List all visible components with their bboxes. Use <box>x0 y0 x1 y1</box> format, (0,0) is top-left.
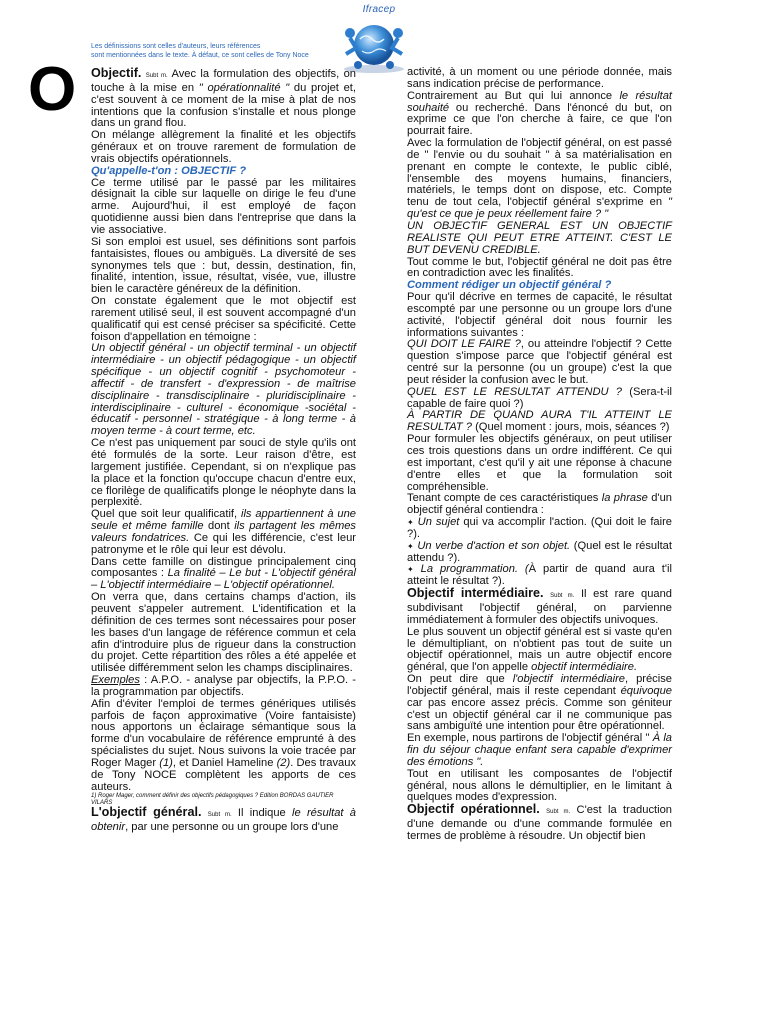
text: C'est la traduction d'une demande ou d'une commande formulée en termes de problème à résoudre. Un objectif bien <box>407 804 672 842</box>
logo-text: Ifracep <box>362 4 396 15</box>
paragraph: On constate également que le mot objectif est rarement utilisé seul, il est souvent accompagné d'un qualificatif qui est censé préciser sa spécificité. Cette foison d'appellation en témoigne : <box>91 295 356 343</box>
text: dont <box>203 520 235 533</box>
text: car pas encore assez précis. Comme son géniteur c'est un objectif général car il ne communique pas sans ambiguïté une intention pour être opérationnel. <box>407 696 672 733</box>
paragraph <box>407 733 672 769</box>
text: (2) <box>276 756 291 769</box>
text: Le plus souvent un objectif général est si vaste qu'en le démultipliant, on n'obtient pas tout de suite un objectif opérationnel, mais un autre objectif encore général, que l'on appelle <box>407 625 672 674</box>
text: le résultat à obtenir <box>91 807 356 834</box>
text: , par une personne ou un groupe lors d'une <box>125 821 339 834</box>
text: . Des travaux de Tony NOCE complètent les apports de ces auteurs. <box>91 756 356 793</box>
text: En exemple, nous partirons de l'objectif général " <box>407 732 653 745</box>
text: " qu'est ce que je peux réellement faire ? " <box>407 196 672 221</box>
text: Il indique <box>231 807 293 820</box>
qualifier-list: Un objectif général - un objectif terminal - un objectif intermédiaire - un objectif pédagogique - un objectif spécifique - un objectif cognitif - psychomoteur - affectif - de transfert - d'expression - de maîtrise disciplinaire - transdisciplinaire - pluridisciplinaire - interdisciplinaire - culturel - économique -sociétal - éducatif - personnel - stratégique - à long terme - à moyen terme - à court terme, etc. <box>91 342 356 438</box>
text: Dans cette famille on distingue principalement cinq composantes : <box>91 555 356 580</box>
header-note-line-2: sont mentionnées dans le texte. À défaut, ce sont celles de Tony Noce <box>91 51 309 59</box>
text: Exemples <box>91 674 140 687</box>
paragraph <box>91 699 356 794</box>
text: On peut dire que <box>407 673 513 686</box>
text: Un sujet <box>417 516 460 529</box>
paragraph <box>407 91 672 138</box>
term-objectif-general: L'objectif général. <box>91 805 202 820</box>
paragraph <box>407 588 672 627</box>
paragraph: activité, à un moment ou une période donnée, mais sans indication précise de performance. <box>407 66 672 90</box>
paragraph <box>91 557 356 593</box>
key-statement: UN OBJECTIF GENERAL EST UN OBJECTIF REALISTE QUI PEUT ETRE ATTEINT. C'EST LE BUT DEVENU CREDIBLE. <box>407 219 672 256</box>
text: , précise l'objectif général, mais il reste cependant <box>407 673 672 697</box>
subst-label: Subt m. <box>207 812 232 819</box>
text: Afin d'éviter l'emploi de termes génériques utilisés parfois de façon approximative (Voire fantaisiste) nous apportons un éclairage sémantique sous la forme d'un vocabulaire de référence emprunté à des spécialistes du sujet. Nous suivons la voie tracée par Roger Mager <box>91 697 356 769</box>
paragraph <box>91 68 356 130</box>
term-objectif-operationnel: Objectif opérationnel. <box>407 802 540 817</box>
paragraph <box>407 493 672 517</box>
bullet-diamond-icon: ✦ <box>407 541 414 551</box>
subst-label: Subt m. <box>550 593 575 600</box>
term-objectif: Objectif. <box>91 66 142 80</box>
text: La finalité – Le but - L'objectif général – L'objectif intermédiaire – L'objectif opérationnel. <box>91 567 356 592</box>
paragraph: Si son emploi est usuel, ses définitions sont parfois fantaisistes, floues ou ambiguës. La diversité de ses synonymes tels que : but, dessin, destination, fin, finalité, intention, issue, résultat, visée, vue, illustre bien le caractère généreux de la définition. <box>91 235 356 296</box>
text: équivoque <box>620 684 672 697</box>
right-column <box>407 67 672 843</box>
text: QUI DOIT LE FAIRE ? <box>407 338 521 351</box>
text: (Sera-t-il capable de faire quoi ?) <box>407 385 672 410</box>
text: la phrase <box>601 492 648 505</box>
paragraph: Tout comme le but, l'objectif général ne doit pas être en contradiction avec les finalités. <box>407 255 672 280</box>
paragraph <box>91 509 356 556</box>
subst-label: Subt m. <box>546 809 571 816</box>
paragraph <box>407 339 672 386</box>
bullet-diamond-icon: ✦ <box>407 518 414 528</box>
paragraph: Ce n'est pas uniquement par souci de style qu'ils ont été formulés de la sorte. Leur raison d'être, est largement justifiée. Cependant, si on n'explique pas la place et la fonction qu'occupe chacun d'entre eux, ce florilège de qualificatifs plonge le néophyte dans la perplexité. <box>91 437 356 509</box>
paragraph <box>407 627 672 674</box>
text: objectif intermédiaire. <box>531 661 638 674</box>
text: À partir de quand aura t'il atteint le résultat ?). <box>407 563 672 588</box>
drop-cap: O <box>28 55 77 124</box>
text: : A.P.O. - analyse par objectifs, la P.P.O. - la programmation par objectifs. <box>91 674 356 698</box>
text: (Quel est le résultat attendu ?). <box>407 539 672 564</box>
text: Avec la formulation des objectifs, on touche à la mise en <box>91 68 356 94</box>
paragraph <box>91 675 356 699</box>
paragraph: Pour formuler les objectifs généraux, on peut utiliser ces trois questions dans un ordre indifférent. Ce qui est important, c'est qu'il y ait une réponse à chacune d'entre elles et que la formulation soit compréhensible. <box>407 433 672 493</box>
paragraph <box>407 410 672 434</box>
text: , ou atteindre l'objectif ? Cette question s'impose parce que l'objectif général est centré sur la personne (ou un groupe) c'est la que peut résider la confusion avec le but. <box>407 338 672 386</box>
footnote: 1) Roger Mager, comment définir des objectifs pédagogiques ? Edition BORDAS GAUTIER VILARS <box>91 793 334 807</box>
text: La programmation. ( <box>420 563 529 576</box>
paragraph <box>407 387 672 411</box>
text: (1) <box>159 756 173 769</box>
text: À la fin du séjour chaque enfant sera capable d'exprimer des émotions ". <box>407 732 672 768</box>
paragraph: Ce terme utilisé par le passé par les militaires désignait la cible sur laquelle on dirige le feu d'une arme. Aujourd'hui, il est employé de façon quotidienne aussi bien dans l'entreprise que dans la vie associative. <box>91 176 356 236</box>
text: ils partagent les mêmes valeurs fondatrices. <box>91 520 356 544</box>
text: le résultat souhaité <box>407 89 672 114</box>
bullet-item <box>407 541 672 565</box>
text: (Quel moment : jours, mois, séances ?) <box>472 421 670 434</box>
bullet-item <box>407 564 672 588</box>
text: du projet et, c'est souvent à ce moment de la mise à plat de nos intentions que la confusion s'installe et nous plonge dans un grand flou. <box>91 81 356 130</box>
text: Il est rare quand subdivisant l'objectif général, on parvienne immédiatement à formuler des objectifs univoques. <box>407 588 672 626</box>
paragraph: Tout en utilisant les composantes de l'objectif général, nous allons le démultiplier, en le limitant à quelques modes d'expression. <box>407 767 672 804</box>
text: " opérationnalité " <box>198 81 290 94</box>
subst-label: Subt m. <box>145 73 168 79</box>
text: qui va accomplir l'action. (Qui doit le faire ?). <box>407 516 672 540</box>
text: ou recherché. Dans l'énoncé du but, on exprime ce que l'on cherche à faire, ce que l'on pourrait faire. <box>407 101 672 138</box>
text: À PARTIR DE QUAND AURA T'IL ATTEINT LE RESULTAT ? <box>407 409 672 434</box>
text: ils appartiennent à une seule et même famille <box>91 508 356 533</box>
paragraph <box>407 674 672 733</box>
section-question: Comment rédiger un objectif général ? <box>407 279 612 292</box>
bullet-diamond-icon: ✦ <box>407 565 414 575</box>
paragraph <box>407 804 672 843</box>
header-note-line-1: Les définissions sont celles d'auteurs, leurs références <box>91 43 261 50</box>
paragraph: On mélange allègrement la finalité et les objectifs généraux et on trouve rarement de formulation de vrais objectifs opérationnels. <box>91 129 356 165</box>
text: Tenant compte de ces caractéristiques <box>407 492 602 505</box>
text: Un verbe d'action et son objet. <box>417 539 571 552</box>
text: Quel que soit leur qualificatif, <box>91 508 241 521</box>
text: Contrairement au But qui lui annonce <box>407 89 620 102</box>
text: , et Daniel Hameline <box>172 756 277 769</box>
paragraph <box>407 138 672 221</box>
term-objectif-intermediaire: Objectif intermédiaire. <box>407 586 544 601</box>
paragraph <box>91 807 356 834</box>
bullet-item <box>407 517 672 541</box>
paragraph: Pour qu'il décrive en termes de capacité, le résultat escompté par une personne ou un groupe lors d'une activité, l'objectif général doit nous fournir les informations suivantes : <box>407 291 672 339</box>
text: Avec la formulation de l'objectif général, on est passé de " l'envie ou du souhait " à sa matérialisation en prenant en compte le contexte, le public ciblé, l'ensemble des moyens humains, financiers, matériels, le temps dont on dispose, etc. Compte tenu de tout cela, l'objectif général s'exprime en <box>407 137 672 209</box>
text: l'objectif intermédiaire <box>512 673 625 686</box>
text: Ce qui les différencie, c'est leur patronyme et le rôle qui leur est dévolu. <box>91 531 356 556</box>
section-question: Qu'appelle-t'on : OBJECTIF ? <box>91 164 247 177</box>
text: QUEL EST LE RESULTAT ATTENDU ? <box>407 385 623 398</box>
text: d'un objectif général contiendra : <box>407 492 672 517</box>
header-note <box>91 43 351 60</box>
paragraph: On verra que, dans certains champs d'action, ils peuvent s'appeler autrement. L'identification et la définition de ces termes sont nécessaires pour poser les bases d'un langage de référence commun et cela afin d'introduire plus de rigueur dans la construction du projet. Cette répartition des rôles a été appelée et utilisée différemment selon les champs disciplinaires. <box>91 591 356 675</box>
left-column <box>91 68 356 834</box>
